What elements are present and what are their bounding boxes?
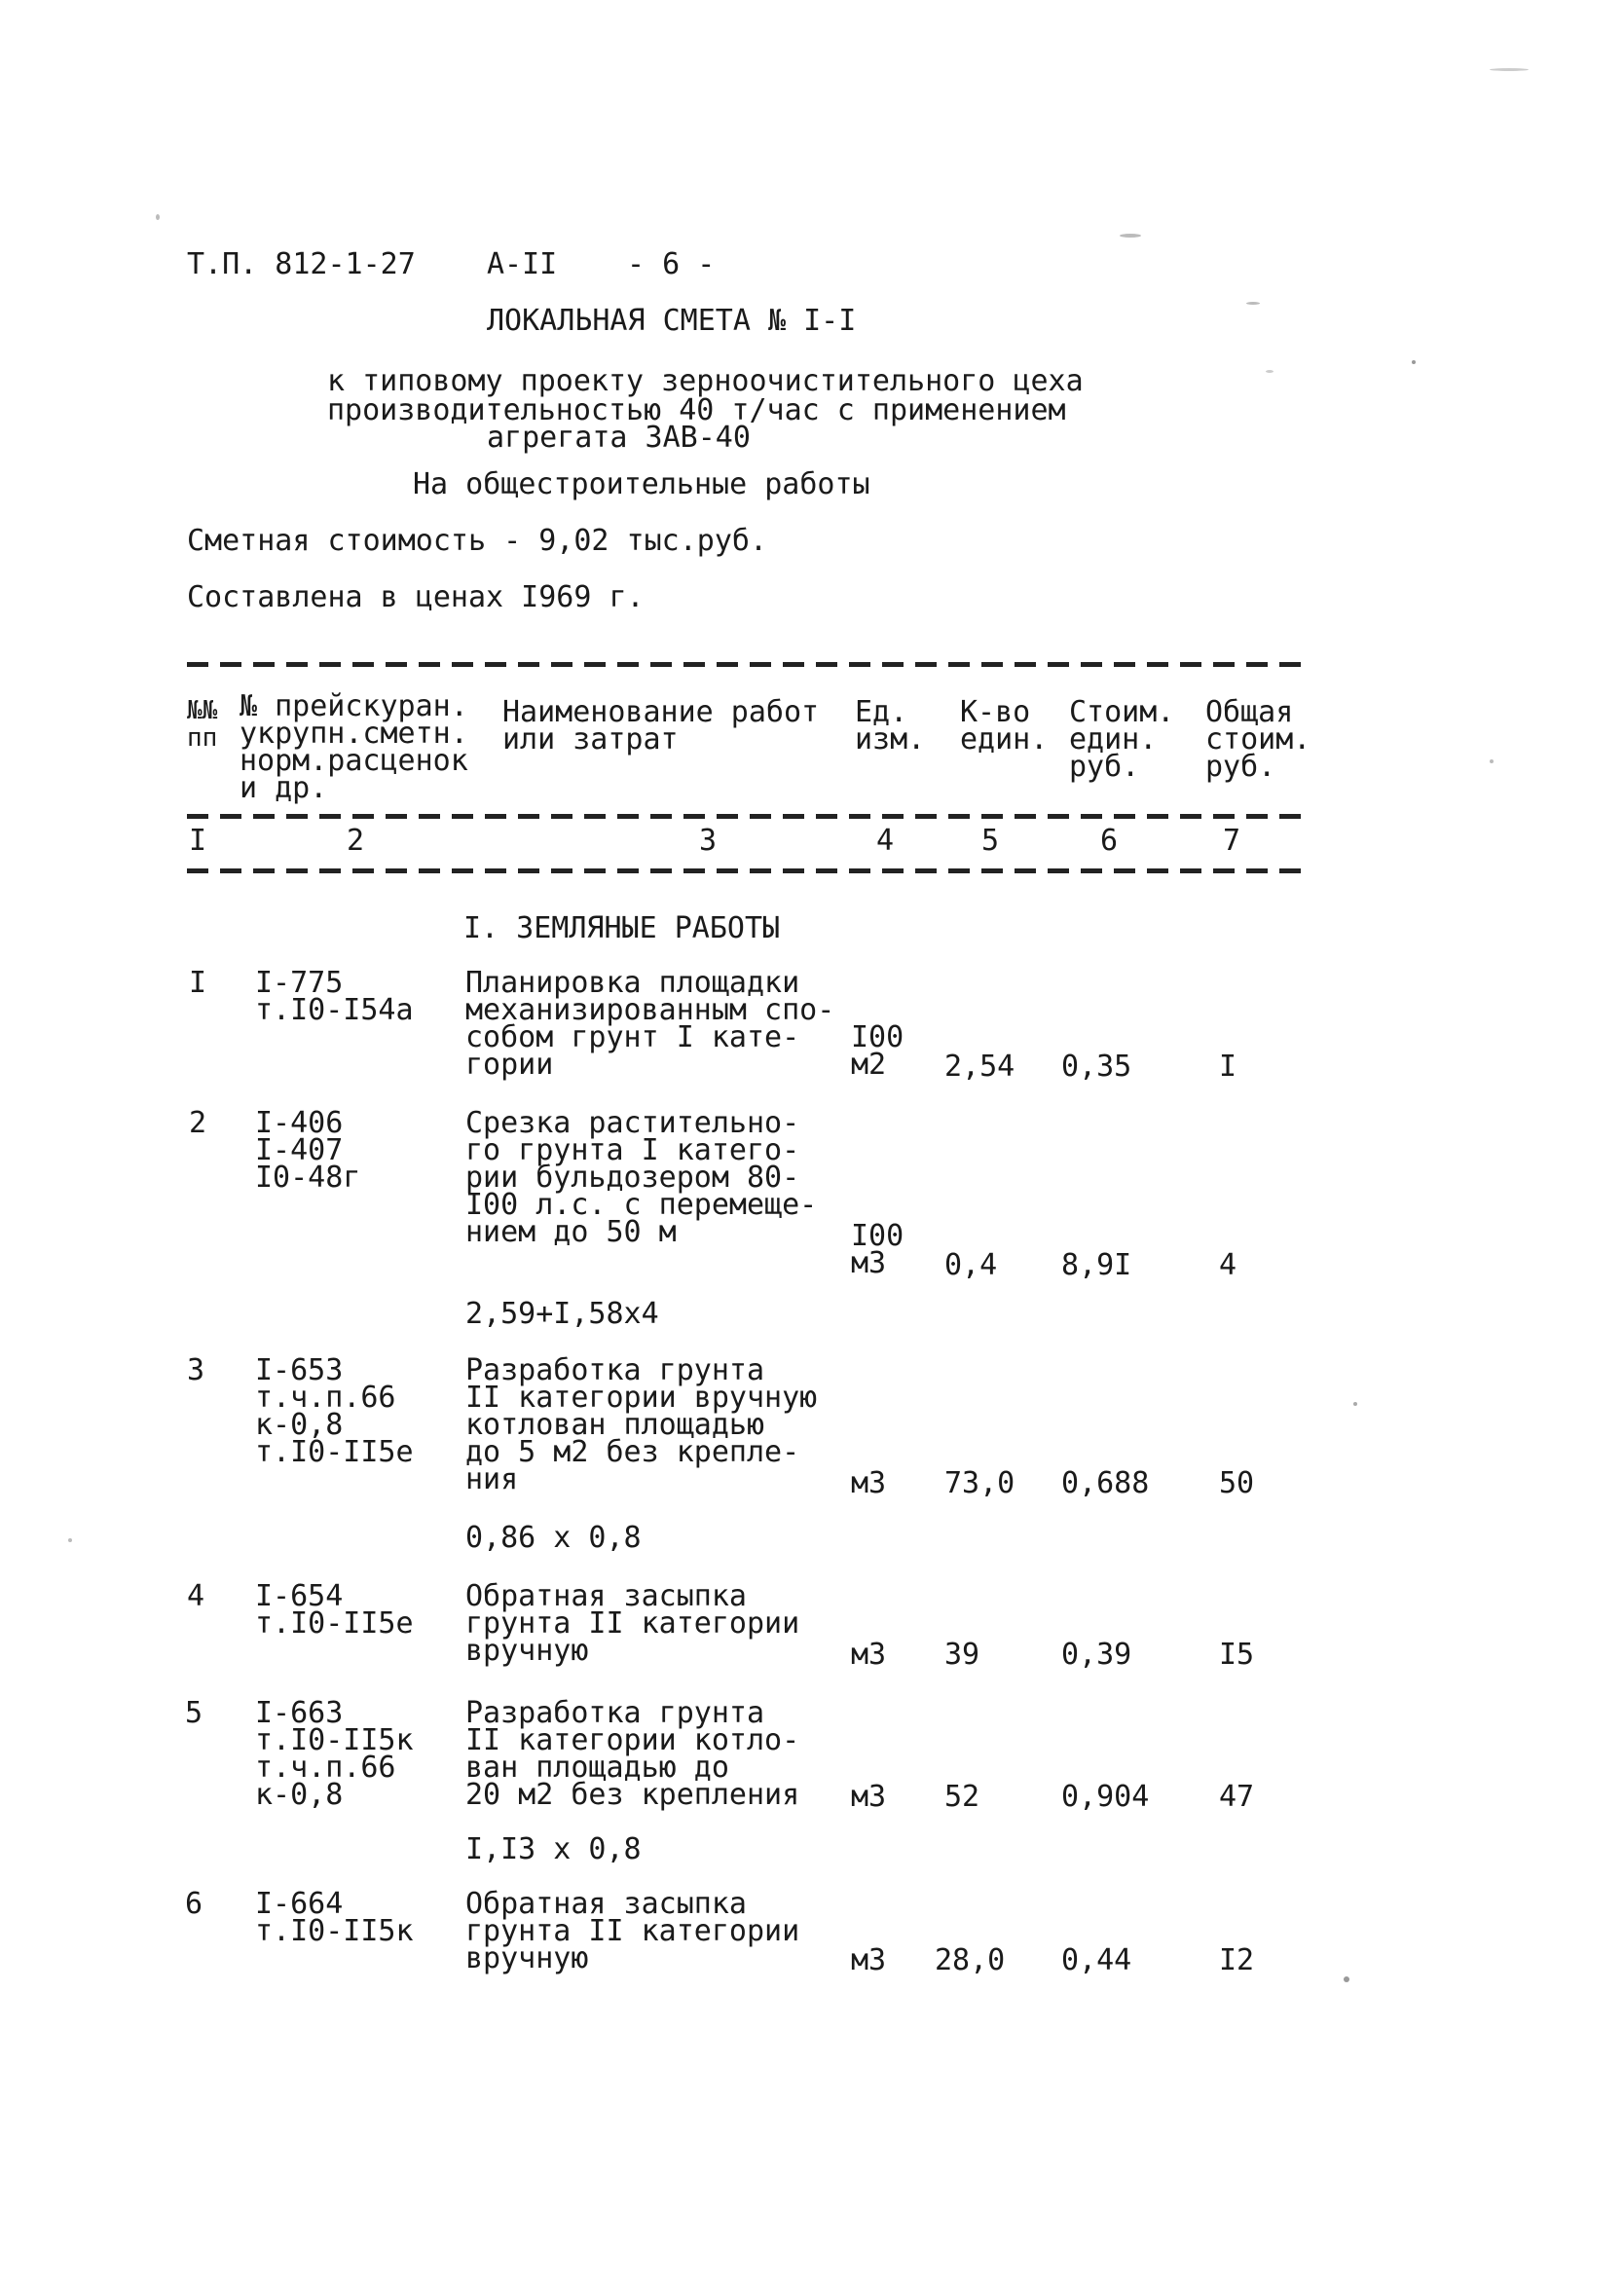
- row-qty: 28,0: [935, 1943, 1006, 1977]
- row-unit: I00 м3: [851, 1219, 904, 1280]
- row-total: I: [1219, 1050, 1237, 1084]
- project-code: Т.П. 812-1-27: [187, 247, 416, 281]
- row-number: 4: [187, 1579, 205, 1613]
- row-total: I5: [1219, 1638, 1255, 1672]
- row-name: Планировка площадки механизированным спо- собом грунт I кате- гории: [465, 966, 835, 1082]
- row-unit-price: 0,35: [1061, 1050, 1132, 1084]
- row-total: I2: [1219, 1943, 1255, 1977]
- col-number-1: I: [189, 824, 207, 858]
- row-total: 4: [1219, 1248, 1237, 1282]
- row-unit: м3: [851, 1638, 887, 1672]
- col-header-number: №№ пп: [187, 696, 218, 753]
- col-header-qty: К-во един.: [960, 695, 1049, 756]
- row-calculation-note: 2,59+I,58х4: [465, 1297, 659, 1331]
- subtitle-line-2: производительностью 40 т/час с применением: [327, 393, 1066, 427]
- speck: [1490, 68, 1529, 71]
- row-number: 3: [187, 1353, 205, 1387]
- row-code: I-664 т.I0-II5к: [255, 1887, 414, 1948]
- row-unit-price: 0,39: [1061, 1638, 1132, 1672]
- row-qty: 2,54: [944, 1050, 1015, 1084]
- row-name: Обратная засыпка грунта II категории вручную: [465, 1887, 800, 1975]
- subtitle-line-3: агрегата ЗАВ-40: [487, 421, 751, 455]
- table-rule-numbers: [187, 868, 1305, 873]
- table-rule-header: [187, 814, 1305, 819]
- speck: [1344, 1976, 1349, 1982]
- row-number: 2: [189, 1106, 207, 1140]
- speck: [68, 1538, 72, 1542]
- document-title: ЛОКАЛЬНАЯ СМЕТА № I-I: [487, 304, 857, 338]
- row-qty: 52: [944, 1780, 980, 1814]
- speck: [1120, 234, 1141, 238]
- estimated-cost: Сметная стоимость - 9,02 тыс.руб.: [187, 524, 768, 558]
- speck: [1490, 759, 1494, 763]
- col-header-code: № прейскуран. укрупн.сметн. норм.расценок и др.: [240, 689, 468, 805]
- price-basis: Составлена в ценах I969 г.: [187, 580, 645, 614]
- row-total: 50: [1219, 1466, 1255, 1500]
- row-unit-price: 0,44: [1061, 1943, 1132, 1977]
- row-name: Разработка грунта II категории котло- ван площадью до 20 м2 без крепления: [465, 1696, 800, 1812]
- row-unit: м3: [851, 1780, 887, 1814]
- row-code: I-775 т.I0-I54а: [255, 966, 414, 1027]
- speck: [1412, 360, 1416, 364]
- col-number-7: 7: [1223, 824, 1241, 858]
- col-header-name: Наименование работ или затрат: [502, 695, 820, 756]
- subtitle-line-1: к типовому проекту зерноочистительного цеха: [327, 364, 1084, 398]
- speck: [1353, 1402, 1357, 1406]
- row-unit-price: 0,688: [1061, 1466, 1150, 1500]
- row-qty: 0,4: [944, 1248, 998, 1282]
- row-name: Обратная засыпка грунта II категории вручную: [465, 1579, 800, 1668]
- col-number-4: 4: [876, 824, 895, 858]
- row-qty: 39: [944, 1638, 980, 1672]
- work-type: На общестроительные работы: [413, 467, 870, 501]
- row-number: 5: [185, 1696, 203, 1730]
- col-number-6: 6: [1100, 824, 1119, 858]
- speck: [1246, 302, 1260, 305]
- row-code: I-653 т.ч.п.66 к-0,8 т.I0-II5е: [255, 1353, 414, 1469]
- col-header-unit: Ед. изм.: [855, 695, 926, 756]
- row-unit: м3: [851, 1943, 887, 1977]
- row-unit-price: 0,904: [1061, 1780, 1150, 1814]
- row-name: Срезка растительно- го грунта I катего- рии бульдозером 80- I00 л.с. с перемеще- нием до 50 м: [465, 1106, 818, 1249]
- table-rule-top: [187, 662, 1305, 667]
- row-number: 6: [185, 1887, 203, 1921]
- page-number: - 6 -: [627, 247, 716, 281]
- row-unit: м3: [851, 1466, 887, 1500]
- row-code: I-663 т.I0-II5к т.ч.п.66 к-0,8: [255, 1696, 414, 1812]
- col-header-unit-price: Стоим. един. руб.: [1069, 695, 1175, 784]
- row-unit: I00 м2: [851, 1020, 904, 1082]
- row-total: 47: [1219, 1780, 1255, 1814]
- row-unit-price: 8,9I: [1061, 1248, 1132, 1282]
- col-number-2: 2: [347, 824, 365, 858]
- row-calculation-note: I,I3 х 0,8: [465, 1832, 642, 1866]
- speck: [156, 214, 160, 220]
- row-code: I-406 I-407 I0-48г: [255, 1106, 361, 1195]
- row-qty: 73,0: [944, 1466, 1015, 1500]
- col-number-5: 5: [981, 824, 1000, 858]
- album-label: А-II: [487, 247, 558, 281]
- col-number-3: 3: [699, 824, 718, 858]
- row-name: Разработка грунта II категории вручную котлован площадью до 5 м2 без крепле- ния: [465, 1353, 818, 1496]
- section-title: I. ЗЕМЛЯНЫЕ РАБОТЫ: [463, 911, 781, 945]
- row-code: I-654 т.I0-II5е: [255, 1579, 414, 1641]
- row-number: I: [189, 966, 207, 1000]
- col-header-total: Общая стоим. руб.: [1205, 695, 1311, 784]
- speck: [1266, 370, 1273, 373]
- row-calculation-note: 0,86 х 0,8: [465, 1521, 642, 1555]
